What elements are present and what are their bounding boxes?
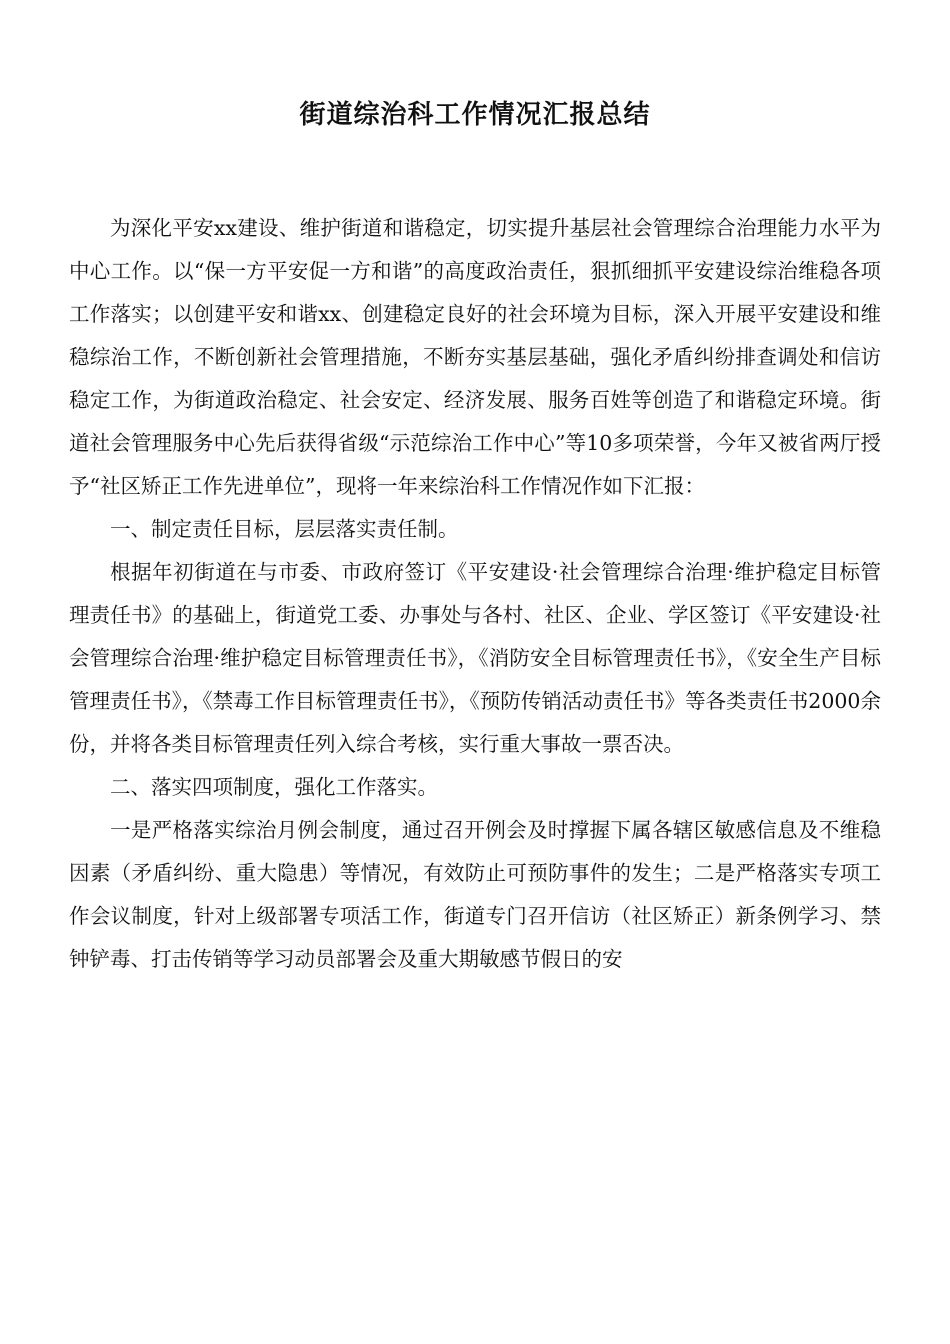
paragraph-systems: 一是严格落实综治月例会制度，通过召开例会及时撑握下属各辖区敏感信息及不维稳因素（矛盾纠纷、重大隐患）等情况，有效防止可预防事件的发生；二是严格落实专项工作会议制度，针对上级部署专项活工作，街道专门召开信访（社区矫正）新条例学习、禁钟铲毒、打击传销等学习动员部署会及重大期敏感节假日的安 <box>69 818 881 971</box>
document-body <box>69 207 881 981</box>
paragraph-intro: 为深化平安xx建设、维护街道和谐稳定，切实提升基层社会管理综合治理能力水平为中心工作。以“保一方平安促一方和谐”的高度政治责任，狠抓细抓平安建设综治维稳各项工作落实；以创建平安和谐xx、创建稳定良好的社会环境为目标，深入开展平安建设和维稳综治工作，不断创新社会管理措施，不断夯实基层基础，强化矛盾纠纷排查调处和信访稳定工作，为街道政治稳定、社会安定、经济发展、服务百姓等创造了和谐稳定环境。街道社会管理服务中心先后获得省级“示范综治工作中心”等10多项荣誉，今年又被省两厅授予“社区矫正工作先进单位”，现将一年来综治科工作情况作如下汇报： <box>69 216 881 498</box>
document-title: 街道综治科工作情况汇报总结 <box>299 100 651 130</box>
section-heading-1: 一、制定责任目标，层层落实责任制。 <box>110 517 459 541</box>
paragraph-responsibility: 根据年初街道在与市委、市政府签订《平安建设·社会管理综合治理·维护稳定目标管理责任书》的基础上，街道党工委、办事处与各村、社区、企业、学区签订《平安建设·社会管理综合治理·维护稳定目标管理责任书》，《消防安全目标管理责任书》，《安全生产目标管理责任书》，《禁毒工作目标管理责任书》，《预防传销活动责任书》等各类责任书2000余份，并将各类目标管理责任列入综合考核，实行重大事故一票否决。 <box>69 560 881 756</box>
section-heading-2: 二、落实四项制度，强化工作落实。 <box>110 775 438 799</box>
